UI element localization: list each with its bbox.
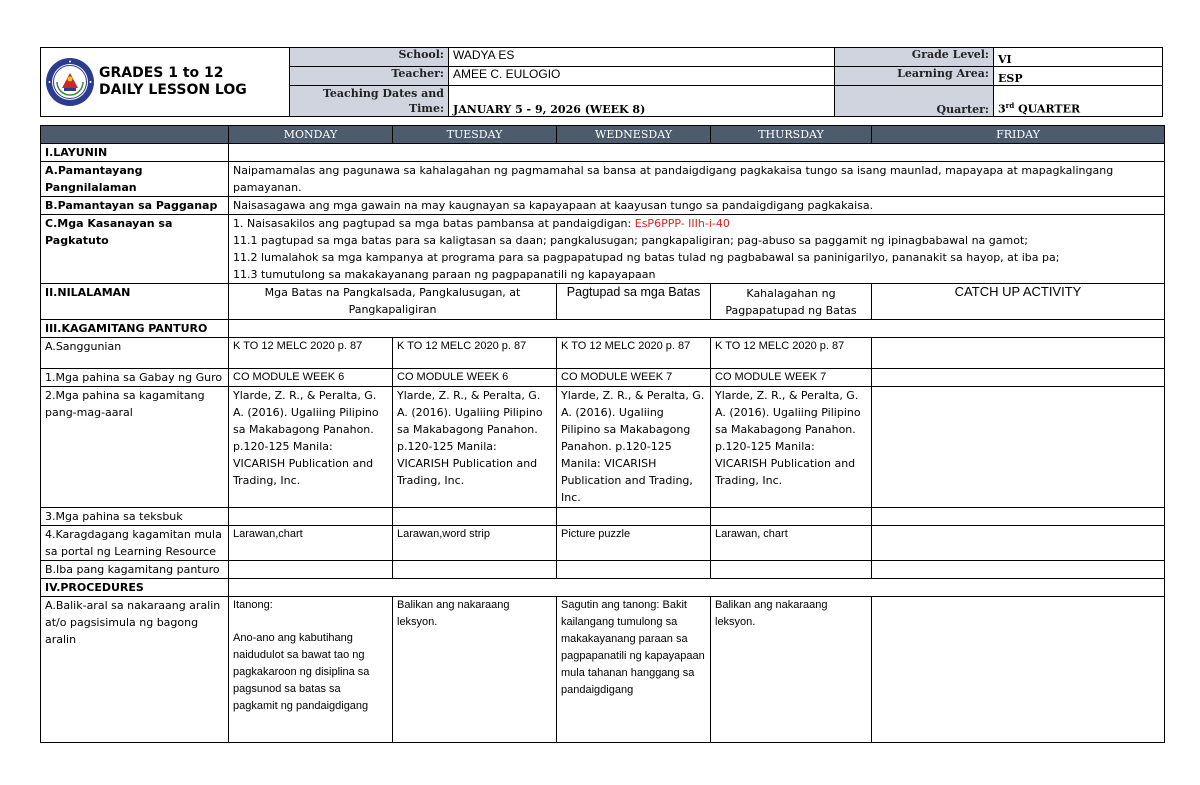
header-table	[40, 47, 1163, 117]
iba-row	[41, 561, 1165, 579]
mag-aaral-label: 2.Mga pahina sa kagamitang pang-mag-aaral	[41, 387, 229, 508]
teaching-dates-label-line2: Time:	[408, 102, 444, 115]
portal-row	[41, 526, 1165, 561]
iba-monday	[229, 561, 393, 579]
teksbuk-thursday	[711, 508, 872, 526]
gabay-label: 1.Mga pahina sa Gabay ng Guro	[41, 369, 229, 387]
kasanayan-line1	[233, 215, 1160, 232]
kasanayan-line3: 11.2 lumalahok sa mga kampanya at programa para sa pagpapatupad ng batas tulad ng pagbabawal sa paninigarilyo, pananakit sa hayop, at iba pa;	[233, 251, 1060, 264]
pagganap-row	[41, 197, 1165, 215]
kasanayan-line4: 11.3 tumutulong sa makakayanang paraan ng pagpapanatili ng kapayapaan	[233, 268, 656, 281]
teksbuk-wednesday	[557, 508, 711, 526]
teaching-dates-value: JANUARY 5 - 9, 2026 (WEEK 8)	[449, 86, 835, 117]
procedures-heading: IV.PROCEDURES	[41, 579, 229, 597]
balik-aral-thursday: Balikan ang nakaraang leksyon.	[711, 597, 872, 743]
teksbuk-friday	[872, 508, 1165, 526]
balik-aral-friday	[872, 597, 1165, 743]
day-monday: MONDAY	[229, 126, 393, 144]
day-header-blank	[41, 126, 229, 144]
layunin-blank	[229, 144, 1165, 162]
mag-aaral-friday	[872, 387, 1165, 508]
mag-aaral-thursday: Ylarde, Z. R., & Peralta, G. A. (2016). Ugaliing Pilipino sa Makabagong Panahon. p.120-125 Manila: VICARISH Publication and Trading, Inc.	[711, 387, 872, 508]
balik-aral-row	[41, 597, 1165, 743]
header-title-line1: GRADES 1 to 12	[99, 65, 224, 81]
portal-tuesday: Larawan,word strip	[393, 526, 557, 561]
iba-thursday	[711, 561, 872, 579]
grade-level-value: VI	[994, 48, 1163, 67]
deped-seal-icon	[45, 57, 95, 107]
teaching-dates-label	[290, 86, 449, 117]
pagganap-text: Naisasagawa ang mga gawain na may kaugnayan sa kapayapaan at kaayusan tungo sa pandaigdigang pagkakaisa.	[229, 197, 1165, 215]
procedures-row	[41, 579, 1165, 597]
nilalaman-label: II.NILALAMAN	[41, 284, 229, 320]
quarter-text: QUARTER	[1018, 103, 1081, 116]
pangnilalaman-row	[41, 162, 1165, 197]
kasanayan-text	[229, 215, 1165, 284]
mag-aaral-tuesday: Ylarde, Z. R., & Peralta, G. A. (2016). Ugaliing Pilipino sa Makabagong Panahon. p.120-125 Manila: VICARISH Publication and Trading, Inc.	[393, 387, 557, 508]
school-label: School:	[290, 48, 449, 67]
sanggunian-friday	[872, 338, 1165, 369]
teksbuk-tuesday	[393, 508, 557, 526]
nilalaman-wednesday: Pagtupad sa mga Batas	[557, 284, 711, 320]
day-tuesday: TUESDAY	[393, 126, 557, 144]
teksbuk-label: 3.Mga pahina sa teksbuk	[41, 508, 229, 526]
portal-label: 4.Karagdagang kagamitan mula sa portal ng Learning Resource	[41, 526, 229, 561]
gabay-row	[41, 369, 1165, 387]
teksbuk-monday	[229, 508, 393, 526]
gabay-tuesday: CO MODULE WEEK 6	[393, 369, 557, 387]
gabay-friday	[872, 369, 1165, 387]
iba-label: B.Iba pang kagamitang panturo	[41, 561, 229, 579]
learning-area-label: Learning Area:	[835, 67, 994, 86]
grade-level-label: Grade Level:	[835, 48, 994, 67]
header-logo-cell	[41, 48, 290, 117]
pangnilalaman-text: Naipamamalas ang pagunawa sa kahalagahan ng pagmamahal sa bansa at pandaigdigang pagkakaisa tungo sa isang maunlad, mapayapa at mapagkalingang pamayanan.	[229, 162, 1165, 197]
balik-aral-wednesday: Sagutin ang tanong: Bakit kailangang tumulong sa makakayanang paraan sa pagpapanatili ng kapayapaan mula tahanan hanggang sa pandaigdigang	[557, 597, 711, 743]
sanggunian-monday: K TO 12 MELC 2020 p. 87	[229, 338, 393, 369]
procedures-blank	[229, 579, 1165, 597]
sanggunian-wednesday: K TO 12 MELC 2020 p. 87	[557, 338, 711, 369]
nilalaman-friday: CATCH UP ACTIVITY	[872, 284, 1165, 320]
day-wednesday: WEDNESDAY	[557, 126, 711, 144]
teksbuk-row	[41, 508, 1165, 526]
layunin-heading: I.LAYUNIN	[41, 144, 229, 162]
quarter-value	[994, 86, 1163, 117]
balik-aral-label: A.Balik-aral sa nakaraang aralin at/o pagsisimula ng bagong aralin	[41, 597, 229, 743]
kasanayan-label: C.Mga Kasanayan sa Pagkatuto	[41, 215, 229, 284]
layunin-row	[41, 144, 1165, 162]
nilalaman-thursday: Kahalagahan ng Pagpapatupad ng Batas	[711, 284, 872, 320]
iba-wednesday	[557, 561, 711, 579]
day-header-row	[41, 126, 1165, 144]
quarter-suffix: rd	[1005, 101, 1015, 111]
balik-aral-monday-question: Ano-ano ang kabutihang naidudulot sa bawat tao ng pagkakaroon ng disiplina sa pagsunod sa batas sa pagkamit ng pandaigdigang	[233, 632, 370, 712]
sanggunian-tuesday: K TO 12 MELC 2020 p. 87	[393, 338, 557, 369]
portal-thursday: Larawan, chart	[711, 526, 872, 561]
kasanayan-line1-text: 1. Naisasakilos ang pagtupad sa mga batas pambansa at pandaigdigan:	[233, 217, 635, 230]
day-thursday: THURSDAY	[711, 126, 872, 144]
mag-aaral-wednesday: Ylarde, Z. R., & Peralta, G. A. (2016). Ugaliing Pilipino sa Makabagong Panahon. p.120-125 Manila: VICARISH Publication and Trading, Inc.	[557, 387, 711, 508]
gabay-wednesday: CO MODULE WEEK 7	[557, 369, 711, 387]
header-title-line2: DAILY LESSON LOG	[99, 82, 247, 98]
teacher-label: Teacher:	[290, 67, 449, 86]
balik-aral-monday	[229, 597, 393, 743]
gabay-monday: CO MODULE WEEK 6	[229, 369, 393, 387]
sanggunian-label: A.Sanggunian	[41, 338, 229, 369]
balik-aral-monday-spacer	[233, 614, 388, 630]
kagamitan-blank	[229, 320, 1165, 338]
nilalaman-row	[41, 284, 1165, 320]
mag-aaral-monday: Ylarde, Z. R., & Peralta, G. A. (2016). Ugaliing Pilipino sa Makabagong Panahon. p.120-125 Manila: VICARISH Publication and Trading, Inc.	[229, 387, 393, 508]
kagamitan-heading: III.KAGAMITANG PANTURO	[41, 320, 229, 338]
quarter-label: Quarter:	[835, 86, 994, 117]
nilalaman-monday: Mga Batas na Pangkalsada, Pangkalusugan, at Pangkapaligiran	[229, 284, 557, 320]
school-value: WADYA ES	[449, 48, 835, 67]
kasanayan-line2: 11.1 pagtupad sa mga batas para sa kaligtasan sa daan; pangkalusugan; pangkapaligiran; pag-abuso sa paggamit ng ipinagbabawal na gamot;	[233, 234, 1028, 247]
portal-wednesday: Picture puzzle	[557, 526, 711, 561]
portal-friday	[872, 526, 1165, 561]
sanggunian-thursday: K TO 12 MELC 2020 p. 87	[711, 338, 872, 369]
day-friday: FRIDAY	[872, 126, 1165, 144]
competency-code: EsP6PPP- IIIh-i-40	[634, 217, 730, 230]
kagamitan-row	[41, 320, 1165, 338]
mag-aaral-row	[41, 387, 1165, 508]
teaching-dates-label-line1: Teaching Dates and	[322, 87, 444, 100]
lesson-log-table	[40, 125, 1165, 743]
balik-aral-monday-prompt: Itanong:	[233, 599, 273, 611]
quarter-number: 3	[998, 103, 1006, 116]
kasanayan-row	[41, 215, 1165, 284]
sanggunian-row	[41, 338, 1165, 369]
iba-friday	[872, 561, 1165, 579]
balik-aral-tuesday: Balikan ang nakaraang leksyon.	[393, 597, 557, 743]
gabay-thursday: CO MODULE WEEK 7	[711, 369, 872, 387]
pagganap-label: B.Pamantayan sa Pagganap	[41, 197, 229, 215]
portal-monday: Larawan,chart	[229, 526, 393, 561]
learning-area-value: ESP	[994, 67, 1163, 86]
pangnilalaman-label: A.Pamantayang Pangnilalaman	[41, 162, 229, 197]
teacher-value: AMEE C. EULOGIO	[449, 67, 835, 86]
iba-tuesday	[393, 561, 557, 579]
